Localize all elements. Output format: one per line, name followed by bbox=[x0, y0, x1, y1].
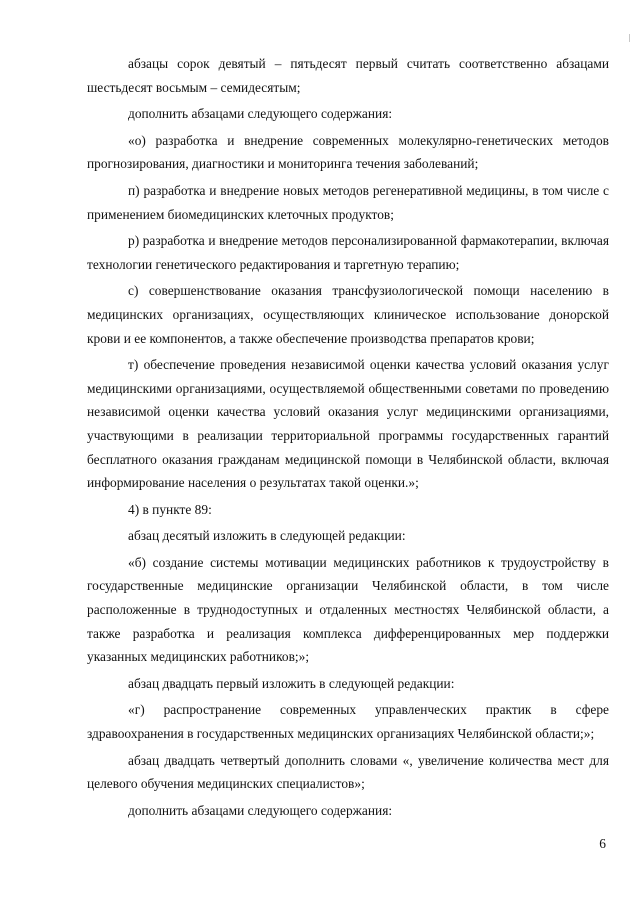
paragraph-item-s: с) совершенствование оказания трансфузиологической помощи населению в медицинских организациях, осуществляющих клиническое использование донорской крови и ее компонентов, а также обеспечение производства препаратов крови; bbox=[87, 283, 609, 346]
paragraph-point-89: 4) в пункте 89: bbox=[128, 501, 212, 517]
paragraph-item-o: «о) разработка и внедрение современных молекулярно-генетических методов прогнозирования, диагностики и мониторинга течения заболеваний; bbox=[87, 132, 609, 172]
paragraph-item-p: п) разработка и внедрение новых методов регенеративной медицины, в том числе с применением биомедицинских клеточных продуктов; bbox=[87, 182, 609, 222]
paragraph-tenth-abzac: абзац десятый изложить в следующей редакции: bbox=[128, 528, 406, 544]
document-body bbox=[87, 52, 609, 822]
paragraph-renumbering: абзацы сорок девятый – пятьдесят первый считать соответственно абзацами шестьдесят восьмым – семидесятым; bbox=[87, 56, 609, 95]
paragraph-item-g: «г) распространение современных управленческих практик в сфере здравоохранения в государственных медицинских организациях Челябинской области;»; bbox=[87, 702, 609, 742]
paragraph-add-final: дополнить абзацами следующего содержания: bbox=[128, 802, 393, 818]
paragraph-item-r: р) разработка и внедрение методов персонализированной фармакотерапии, включая технологии генетического редактирования и таргетную терапию; bbox=[87, 233, 609, 272]
paragraph-item-t: т) обеспечение проведения независимой оценки качества условий оказания услуг медицинскими организациями, осуществляемой общественными советами по проведению независимой оценки качества условий оказания услуг медицинскими организациями, участвующими в реализации территориальной программы государственных гарантий бесплатного оказания гражданам медицинской помощи в Челябинской области, включая информирование населения о результатах такой оценки.»; bbox=[87, 357, 609, 491]
paragraph-item-b: «б) создание системы мотивации медицинских работников к трудоустройству в государственные медицинские организации Челябинской области, в том числе расположенные в труднодоступных и отдаленных местностях Челябинской области, а также разработка и реализация комплекса дифференцированных мер поддержки указанных медицинских работников;»; bbox=[87, 554, 609, 665]
scan-edge-mark bbox=[629, 34, 630, 42]
paragraph-twenty-fourth-abzac: абзац двадцать четвертый дополнить словами «, увеличение количества мест для целевого обучения медицинских специалистов»; bbox=[87, 752, 609, 792]
paragraph-twenty-first-abzac: абзац двадцать первый изложить в следующей редакции: bbox=[128, 675, 455, 691]
page-number: 6 bbox=[599, 836, 606, 851]
paragraph-add-intro: дополнить абзацами следующего содержания: bbox=[128, 106, 393, 122]
